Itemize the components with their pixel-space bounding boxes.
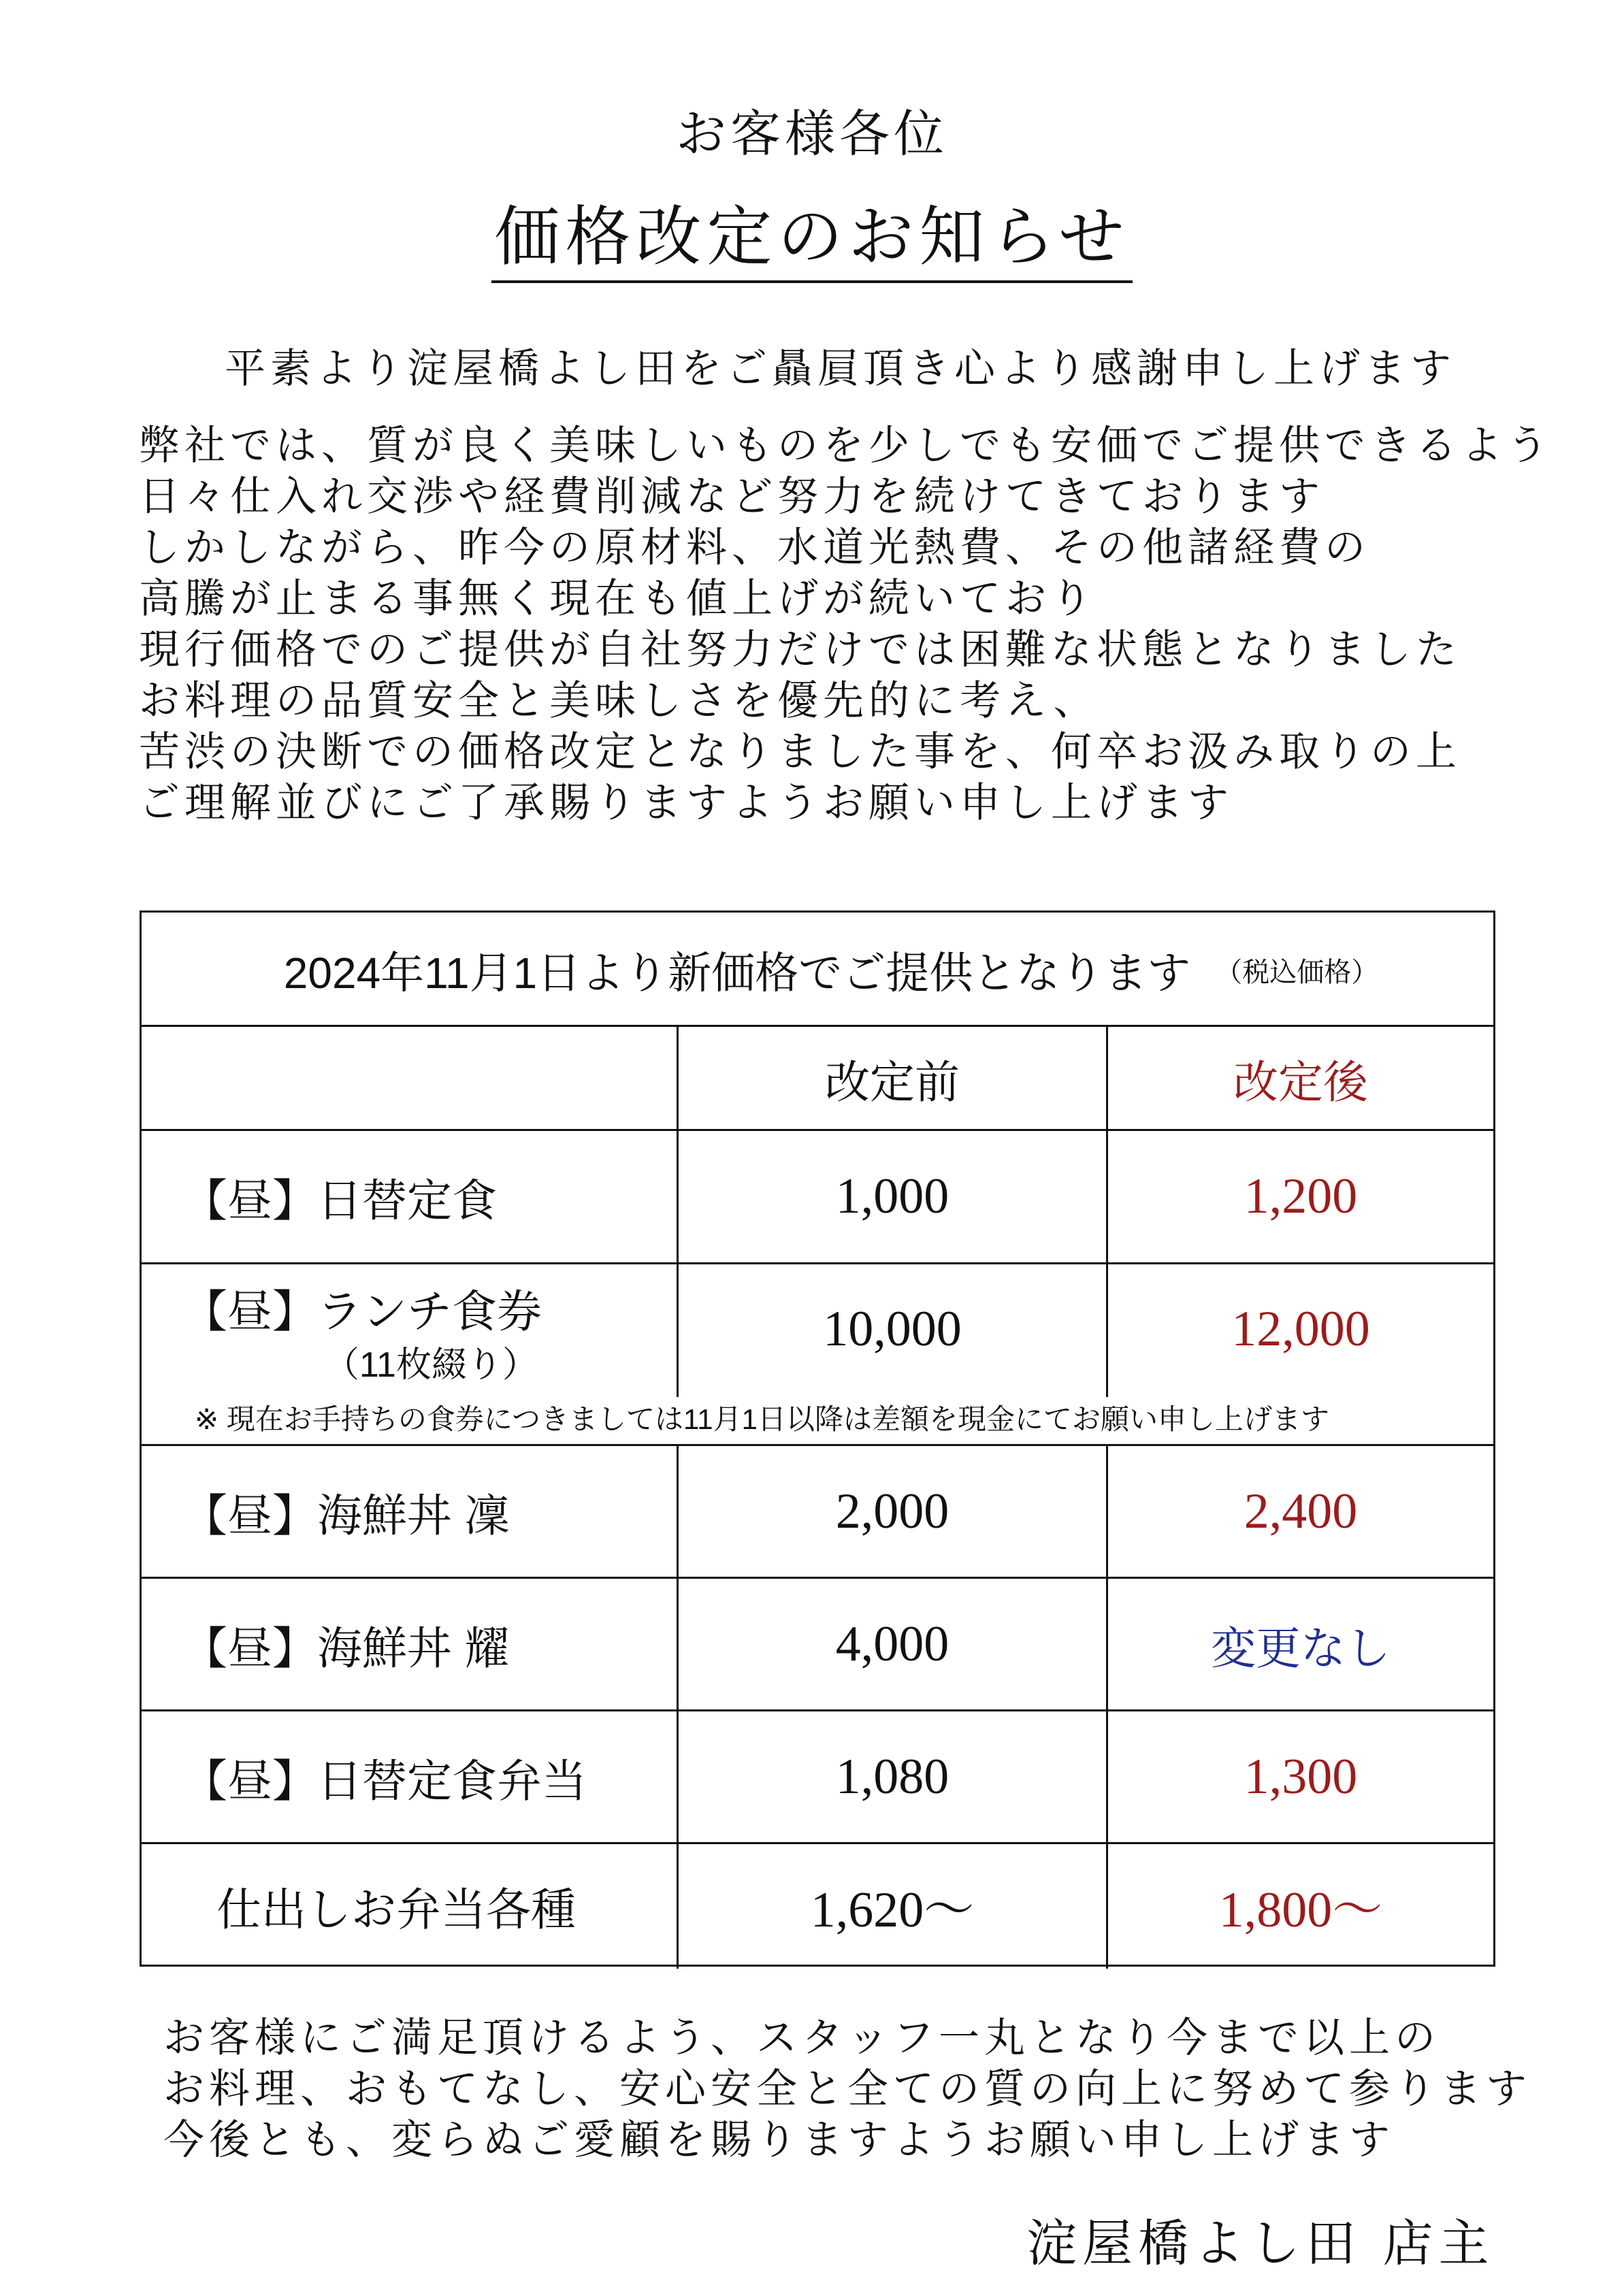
item-name: 【昼】海鮮丼 凜	[182, 1490, 510, 1541]
price-before: 1,080	[835, 1748, 949, 1805]
tax-note: （税込価格）	[1215, 957, 1379, 987]
body-line: 弊社では、質が良く美味しいものを少しでも安価でご提供できるよう	[139, 422, 1553, 470]
item-name: 仕出しお弁当各種	[216, 1884, 576, 1935]
body-line: 現行価格でのご提供が自社努力だけでは困難な状態となりました	[139, 626, 1461, 674]
price-before: 1,000	[835, 1168, 949, 1224]
ticket-note: ※ 現在お手持ちの食券につきましては11月1日以降は差額を現金にてお願い申し上げます	[195, 1403, 1329, 1435]
greeting: 平素より淀屋橋よし田をご贔屓頂き心より感謝申し上げます	[225, 345, 1456, 393]
price-before: 2,000	[835, 1483, 949, 1539]
body-line: 苦渋の決断での価格改定となりました事を、何卒お汲み取りの上	[139, 728, 1461, 776]
price-after: 1,200	[1244, 1168, 1358, 1224]
price-table	[140, 911, 1495, 1967]
item-name: 【昼】ランチ食券	[182, 1285, 542, 1336]
item-name: 【昼】日替定食	[182, 1175, 497, 1226]
column-header-after: 改定後	[1233, 1056, 1368, 1107]
closing-line: 今後とも、変らぬご愛顧を賜りますようお願い申し上げます	[163, 2116, 1395, 2164]
item-name: 【昼】海鮮丼 耀	[182, 1622, 510, 1673]
signature: 淀屋橋よし田 店主	[1026, 2214, 1495, 2273]
page-title	[0, 185, 1624, 278]
item-subtitle: （11枚綴り）	[324, 1345, 538, 1385]
table-header	[142, 913, 1493, 1027]
column-header-before: 改定前	[825, 1056, 960, 1107]
price-after: 1,300	[1244, 1748, 1358, 1805]
body-text	[139, 421, 1553, 829]
item-name: 【昼】日替定食弁当	[182, 1755, 587, 1806]
price-after: 12,000	[1231, 1300, 1370, 1357]
price-after-unchanged: 変更なし	[1211, 1622, 1391, 1673]
price-after: 2,400	[1244, 1483, 1358, 1539]
table-header-text: 2024年11月1日より新価格でご提供となります	[283, 949, 1191, 998]
body-line: ご理解並びにご了承賜りますようお願い申し上げます	[139, 779, 1233, 827]
price-before: 1,620～	[810, 1882, 975, 1938]
body-line: しかしながら、昨今の原材料、水道光熱費、その他諸経費の	[139, 524, 1370, 572]
body-line: お料理の品質安全と美味しさを優先的に考え、	[139, 677, 1099, 725]
price-before: 4,000	[835, 1616, 949, 1672]
closing-line: お客様にご満足頂けるよう、スタッフ一丸となり今まで以上の	[163, 2014, 1440, 2062]
body-line: 日々仕入れ交渉や経費削減など努力を続けてきております	[139, 473, 1325, 521]
page-title-text: 価格改定のお知らせ	[491, 199, 1132, 283]
price-before: 10,000	[823, 1300, 962, 1357]
closing-text	[163, 2013, 1531, 2166]
price-after: 1,800～	[1218, 1882, 1383, 1938]
addressee: お客様各位	[676, 105, 948, 163]
closing-line: お料理、おもてなし、安心安全と全ての質の向上に努めて参ります	[163, 2065, 1531, 2113]
body-line: 高騰が止まる事無く現在も値上げが続いており	[139, 575, 1097, 623]
